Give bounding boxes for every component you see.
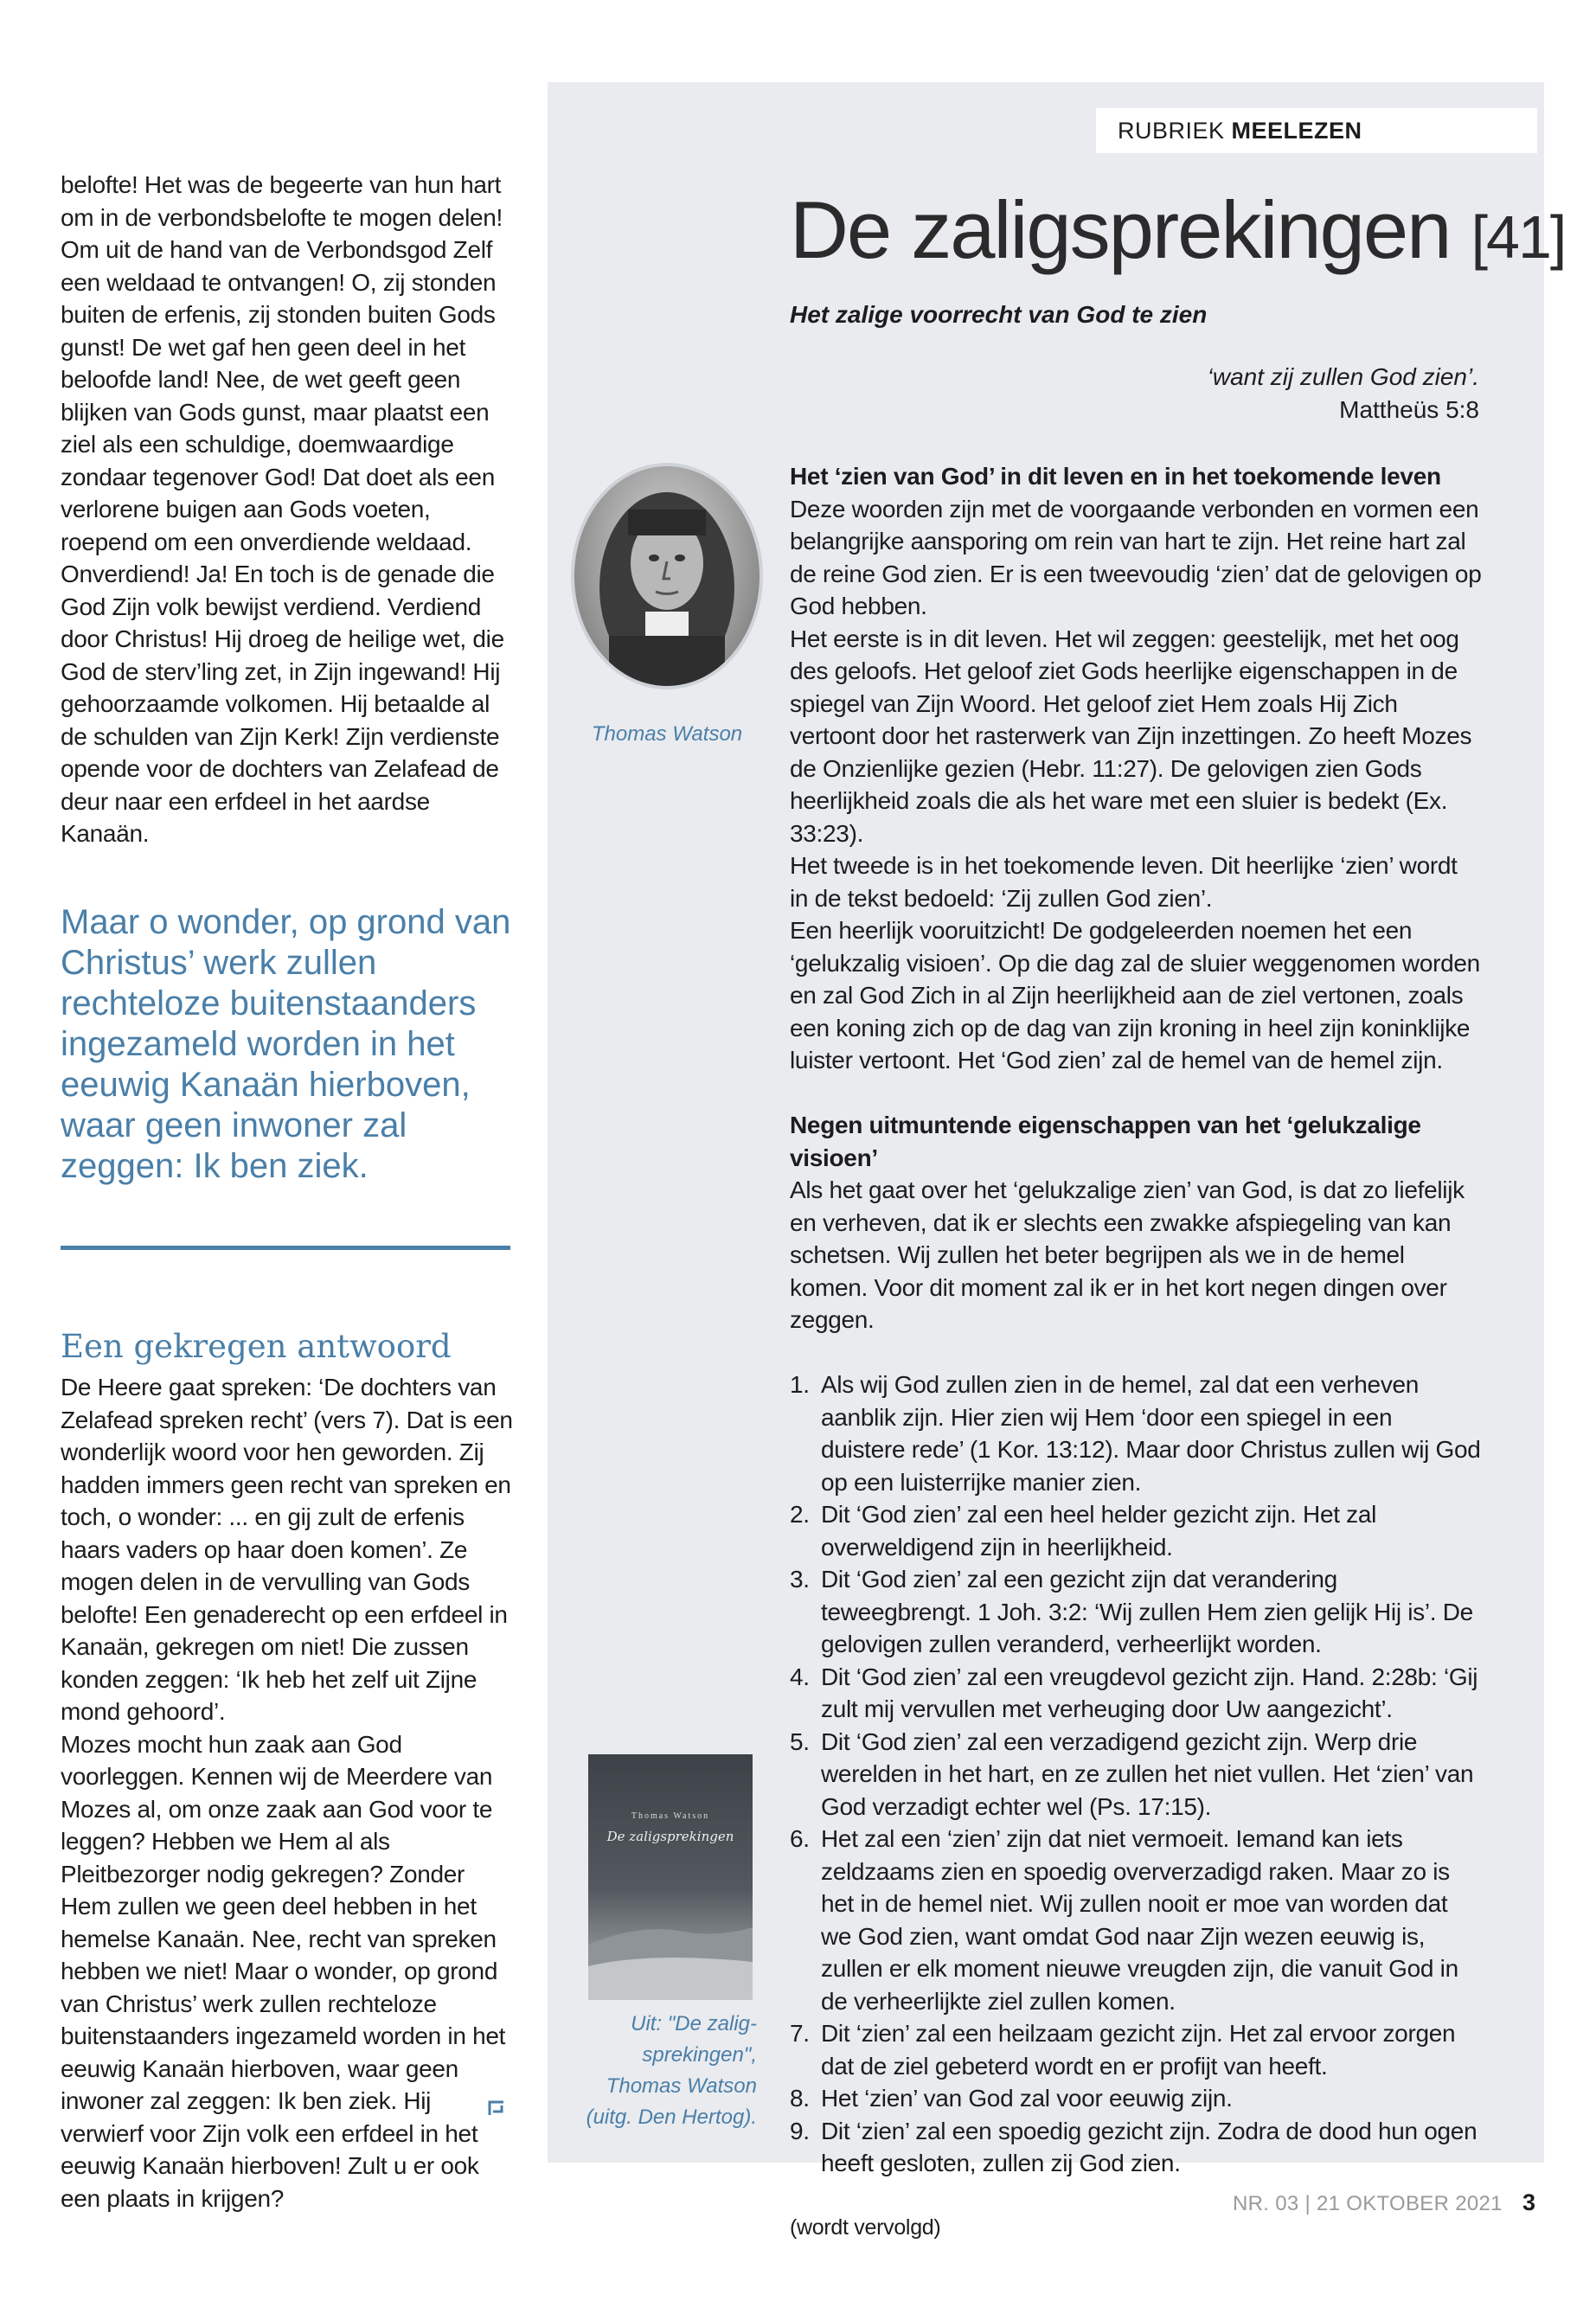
book-cover-image xyxy=(588,1754,753,2000)
book-caption: Uit: "De zalig- sprekingen", Thomas Watson (uitg. Den Hertog). xyxy=(586,2012,757,2129)
continued-note: (wordt vervolgd) xyxy=(790,2215,941,2240)
paragraph: Het eerste is in dit leven. Het wil zeggen: geestelijk, met het oog des geloofs. Het geloof ziet Gods heerlijke eigenschappen in de spiegel van Zijn Woord. Het geloof ziet Hem zoals Hij Zich vertoont door het rasterwerk van Zijn inzettingen. Zo heeft Mozes de Onzienlijke gezien (Hebr. 11:27). De gelovigen zien Gods heerlijkheid zoals die als het ware met een sluier is bedekt (Ex. 33:23). xyxy=(790,625,1472,847)
paragraph: Als het gaat over het ‘gelukzalige zien’ van God, is dat zo liefelijk en verheven, dat ik er slechts een zwakke afspiegeling van kan schetsen. Wij zullen het beter begrijpen als we in de hemel komen. Voor dit moment zal ik er in het kort negen dingen over zeggen. xyxy=(790,1176,1465,1333)
paragraph: Mozes mocht hun zaak aan God voorleggen. Kennen wij de Meerdere van Mozes al, om onze zaak aan God voor te leggen? Hebben we Hem al als Pleitbezorger nodig gekregen? Zonder Hem zullen we geen deel hebben in het hemelse Kanaän. Nee, recht van spreken hebben we niet! Maar o wonder, op grond van Christus’ werk zullen rechteloze buitenstaanders ingezameld worden in het eeuwig Kanaän hierboven, waar geen inwoner zal zeggen: Ik ben ziek. Hij verwierf voor Zijn volk een erfdeel in het eeuwig Kanaän hierboven! Zult u er ook een plaats in krijgen? xyxy=(61,1730,506,2212)
portrait-illustration xyxy=(574,466,760,686)
list-item: 2. Dit ‘God zien’ zal een heel helder gezicht zijn. Het zal overweldigend zijn in heerlijkheid. xyxy=(790,1501,1377,1561)
article-title: De zaligsprekingen [41] xyxy=(790,184,1566,275)
pull-quote: Maar o wonder, op grond van Christus’ werk zullen rechteloze buitenstaanders ingezameld worden in het eeuwig Kanaän hierboven, waar geen inwoner zal zeggen: Ik ben ziek. xyxy=(61,903,511,1185)
list-item: 5. Dit ‘God zien’ zal een verzadigend gezicht zijn. Werp drie werelden in het hart, en ze zullen het niet vullen. Het ‘zien’ van God verzadigt echter wel (Ps. 17:15). xyxy=(790,1727,1474,1820)
list-item: 7. Dit ‘zien’ zal een heilzaam gezicht zijn. Het zal ervoor zorgen dat de ziel gebeterd wordt en er profijt van heeft. xyxy=(790,2020,1456,2080)
list-item: 4. Dit ‘God zien’ zal een vreugdevol gezicht zijn. Hand. 2:28b: ‘Gij zult mij vervullen met verheuging door Uw aangezicht’. xyxy=(790,1663,1478,1722)
verse-reference: Mattheüs 5:8 xyxy=(1339,396,1479,423)
article-heading-2: Negen uitmuntende eigenschappen van het ‘gelukzalige visioen’ xyxy=(790,1112,1421,1171)
paragraph: Deze woorden zijn met de voorgaande verbonden en vormen een belangrijke aansporing om rein van hart te zijn. Het reine hart zal de reine God zien. Er is een tweevoudig ‘zien’ dat de gelovigen op God hebben. xyxy=(790,495,1482,619)
verse-quote: ‘want zij zullen God zien’. xyxy=(1207,363,1479,390)
end-mark-icon xyxy=(487,2099,506,2118)
book-cover-title: De zaligsprekingen xyxy=(606,1829,734,1844)
left-column-text xyxy=(61,169,519,850)
list-item: 8. Het ‘zien’ van God zal voor eeuwig zijn. xyxy=(790,2085,1233,2112)
book-cover-illustration xyxy=(588,1754,753,2000)
list-item: 9. Dit ‘zien’ zal een spoedig gezicht zijn. Zodra de dood hun ogen heeft gesloten, zullen zij God zien. xyxy=(790,2117,1477,2176)
left-column-text-2 xyxy=(61,1371,519,2214)
list-item: 6. Het zal een ‘zien’ zijn dat niet vermoeit. Iemand kan iets zeldzaams zien en spoedig oververzadigd raken. Maar zo is het in de hemel niet. Wij zullen nooit er moe van worden dat we God zien, want omdat God naar Zijn wezen eeuwig is, zullen er elk moment nieuwe vreugden zijn, die vanuit God in de verheerlijkte ziel zullen komen. xyxy=(790,1825,1458,2015)
article-body xyxy=(790,460,1482,2245)
paragraph: De Heere gaat spreken: ‘De dochters van Zelafead spreken recht’ (vers 7). Dat is een wonderlijk woord voor hen geworden. Zij hadden immers geen recht van spreken en toch, o wonder: ... en gij zult de erfenis haars vaders op haar doen komen’. Ze mogen delen in de vervulling van Gods belofte! Een genaderecht op een erfdeel in Kanaän, gekregen om niet! Die zussen konden zeggen: ‘Ik heb het zelf uit Zijne mond gehoord’. xyxy=(61,1374,513,1725)
book-cover-author: Thomas Watson xyxy=(631,1811,710,1821)
portrait-caption: Thomas Watson xyxy=(591,722,743,746)
title-number: [41] xyxy=(1471,203,1566,271)
paragraph: Onverdiend! Ja! En toch is de genade die God Zijn volk bewijst verdiend. Verdiend door Christus! Hij droeg de heilige wet, die God de sterv’ling zet, in Zijn ingewand! Hij gehoorzaamde volkomen. Hij betaalde al de schulden van Zijn Kerk! Zijn verdienste opende voor de dochters van Zelafead de deur naar een erfdeel in het aardse Kanaän. xyxy=(61,561,504,847)
rubriek-label: RUBRIEK MEELEZEN xyxy=(1096,108,1537,153)
divider xyxy=(61,1246,510,1250)
paragraph: Het tweede is in het toekomende leven. Dit heerlijke ‘zien’ wordt in de tekst bedoeld: ‘Zij zullen God zien’. xyxy=(790,852,1458,912)
paragraph: Een heerlijk vooruitzicht! De godgeleerden noemen het een ‘gelukzalig visioen’. Op die dag zal de sluier weggenomen worden en zal God Zich in al Zijn heerlijkheid aan de ziel vertonen, zoals een koning zich op de dag van zijn kroning in heel zijn koninklijke luister vertoont. Het ‘God zien’ zal de hemel van de hemel zijn. xyxy=(790,917,1480,1074)
page-number: 3 xyxy=(1522,2189,1536,2215)
paragraph: belofte! Het was de begeerte van hun hart om in de verbondsbelofte te mogen delen! Om uit de hand van de Verbondsgod Zelf een weldaad te ontvangen! O, zij stonden buiten de erfenis, zij stonden buiten Gods gunst! De wet gaf hen geen deel in het beloofde land! Nee, de wet geeft geen blijken van Gods gunst, maar plaatst een ziel als een schuldige, doemwaardige zondaar tegenover God! Dat doet als een verlorene buigen aan Gods voeten, roepend om een onverdiende weldaad. xyxy=(61,171,503,555)
issue-date: NR. 03 | 21 OKTOBER 2021 xyxy=(1233,2192,1503,2215)
list-item: 1. Als wij God zullen zien in de hemel, zal dat een verheven aanblik zijn. Hier zien wij Hem ‘door een spiegel in een duistere rede’ (1 Kor. 13:12). Maar door Christus zullen wij God op een luisterrijke manier zien. xyxy=(790,1371,1481,1496)
bible-quote xyxy=(1038,361,1479,426)
article-heading-1: Het ‘zien van God’ in dit leven en in het toekomende leven xyxy=(790,463,1441,490)
article-subtitle: Het zalige voorrecht van God te zien xyxy=(790,301,1208,328)
numbered-list xyxy=(790,1368,1482,2180)
section-heading: Een gekregen antwoord xyxy=(61,1328,452,1365)
list-item: 3. Dit ‘God zien’ zal een gezicht zijn dat verandering teweegbrengt. 1 Joh. 3:2: ‘Wij zullen Hem zien gelijk Hij is’. De gelovigen zullen veranderd, verheerlijkt worden. xyxy=(790,1566,1473,1657)
portrait-image xyxy=(571,463,763,689)
